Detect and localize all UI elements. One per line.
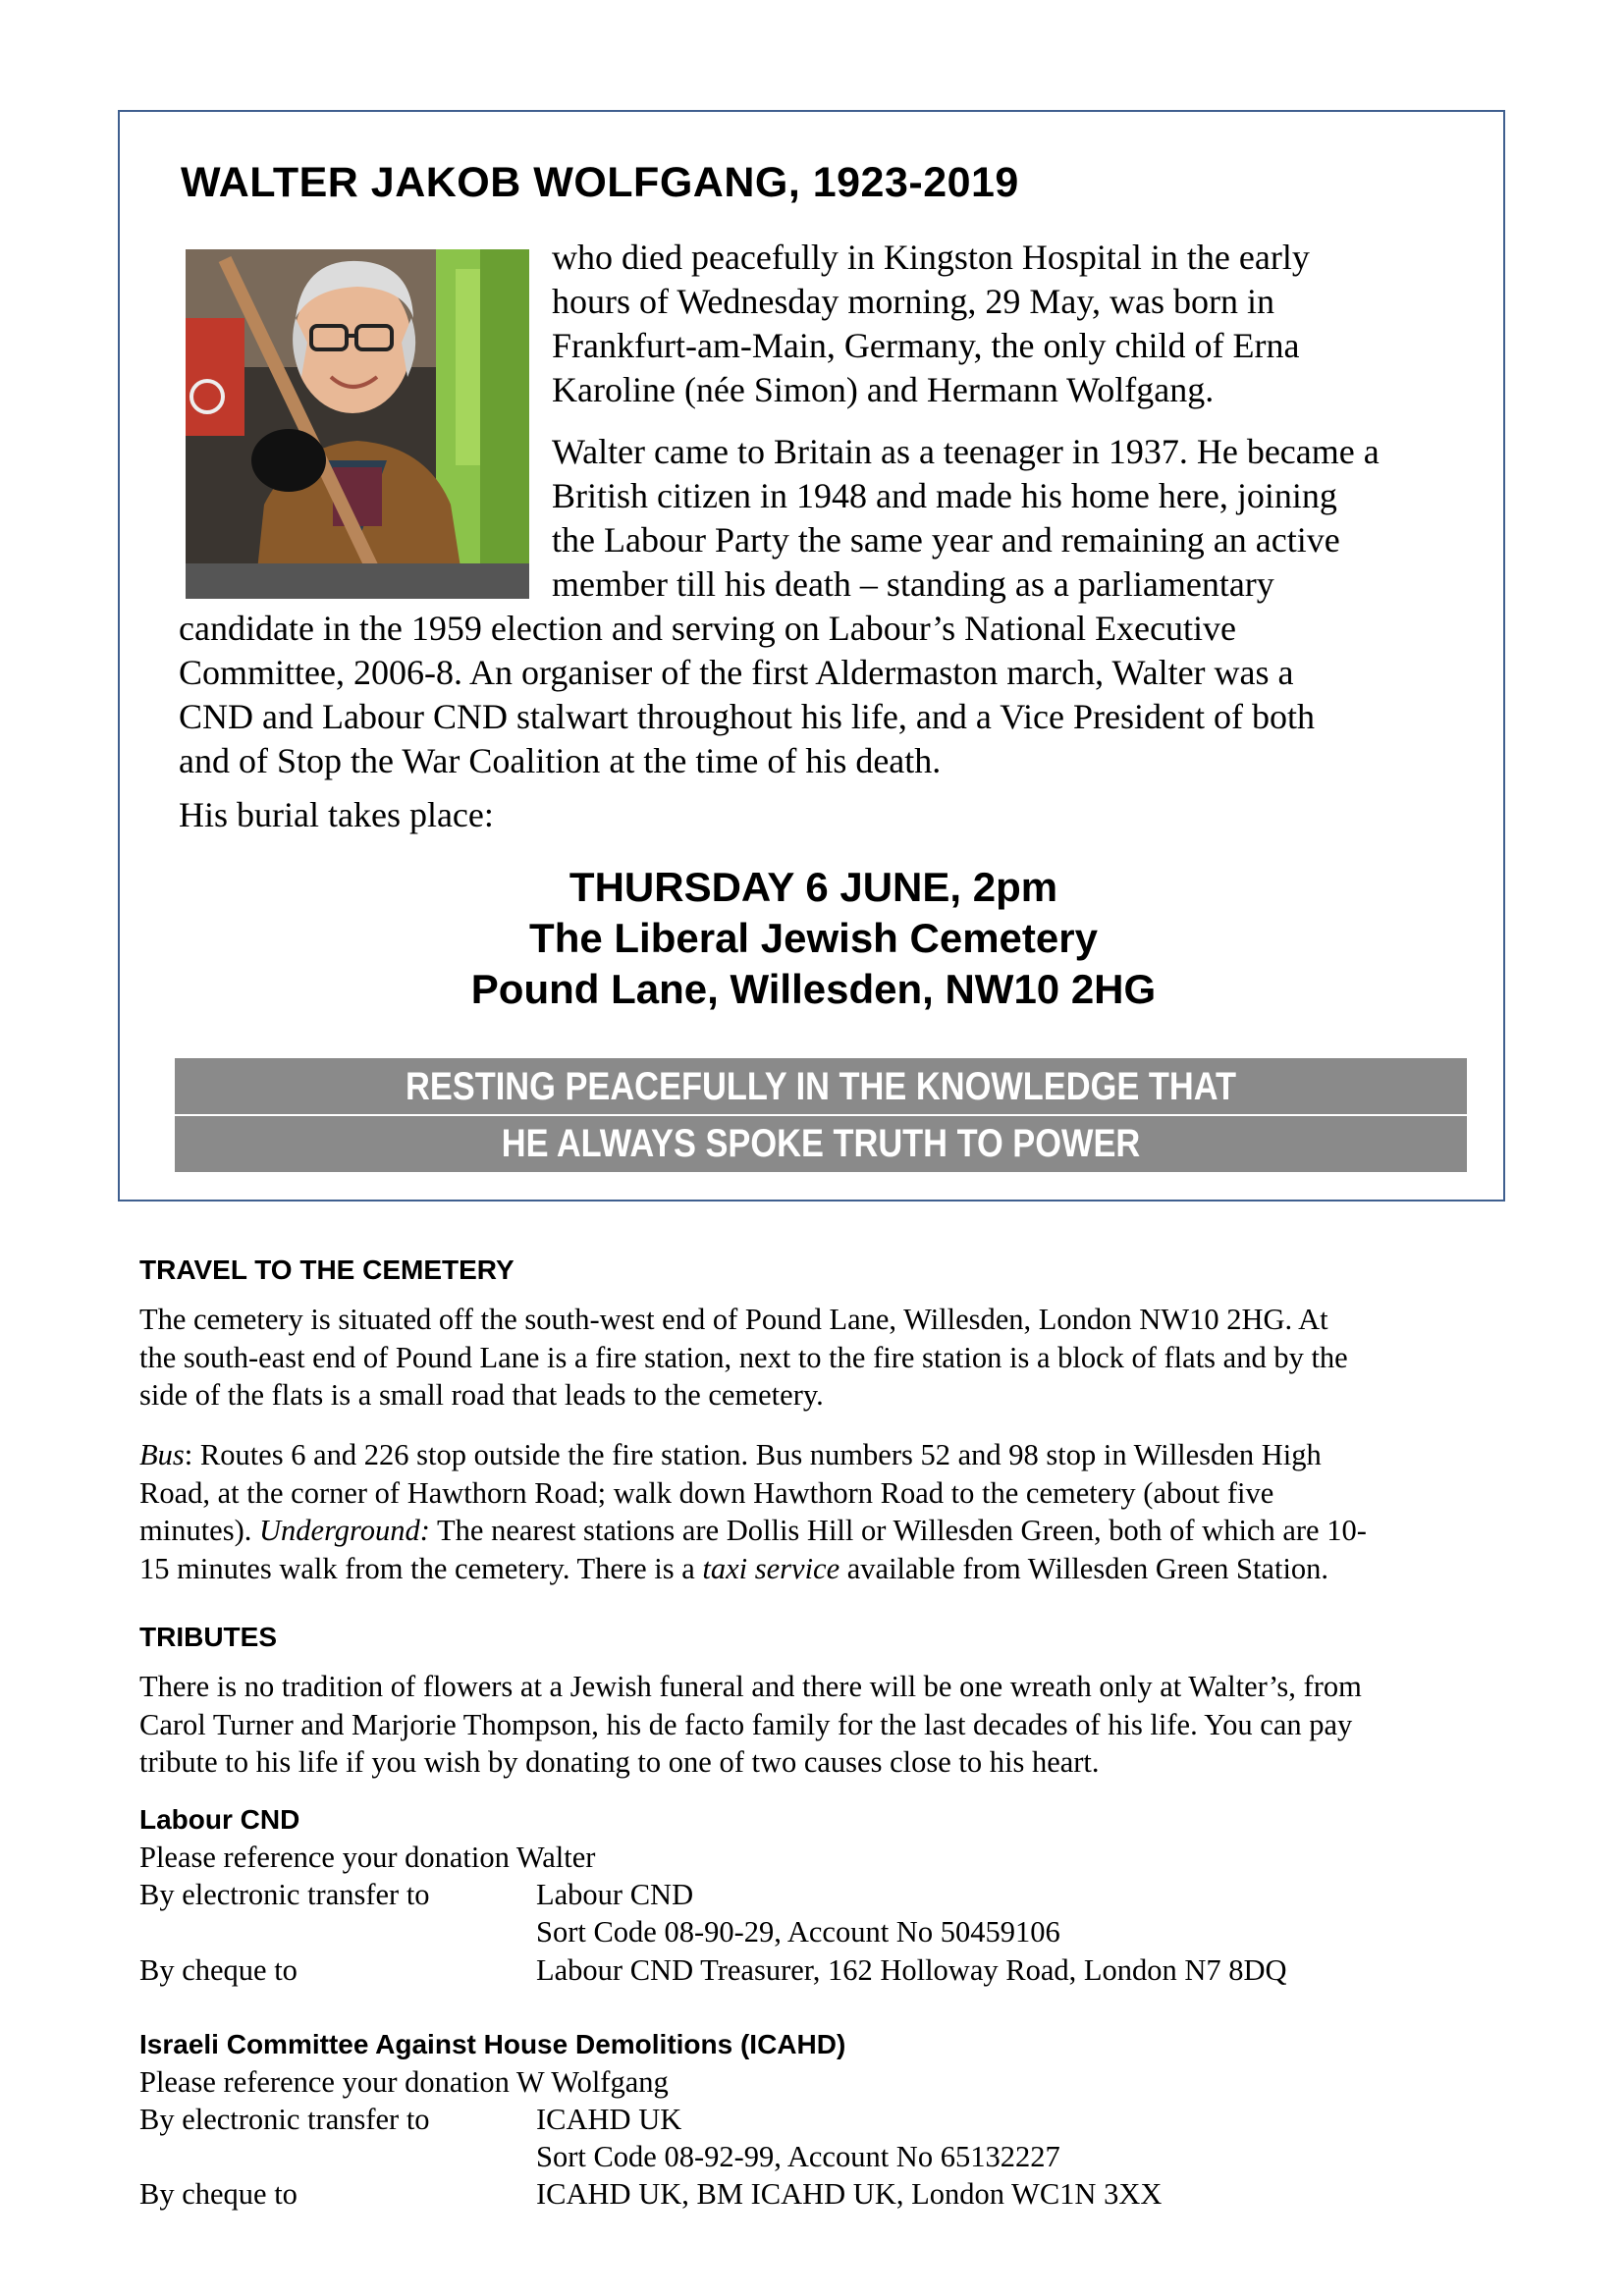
row-value: ICAHD UK, BM ICAHD UK, London WC1N 3XX <box>536 2177 1163 2211</box>
text-line: Walter came to Britain as a teenager in 1937. He became a <box>552 432 1380 471</box>
text-line: There is no tradition of flowers at a Jewish funeral and there will be one wreath only at Walter’s, from <box>139 1670 1362 1703</box>
burial-date: THURSDAY 6 JUNE, 2pm <box>568 864 1058 910</box>
banner-line-1: RESTING PEACEFULLY IN THE KNOWLEDGE THAT <box>405 1065 1237 1108</box>
text-line: tribute to his life if you wish by donating to one of two causes close to his heart. <box>139 1745 1100 1779</box>
page-title: WALTER JAKOB WOLFGANG, 1923-2019 <box>181 159 1019 206</box>
labour-cnd-heading: Labour CND <box>139 1804 300 1835</box>
intro-paragraph-2-continued <box>179 607 1475 783</box>
reference-text: Please reference your donation Walter <box>139 1841 596 1874</box>
text-run: minutes). <box>139 1514 259 1547</box>
text-line: hours of Wednesday morning, 29 May, was born in <box>552 282 1274 321</box>
burial-lead: His burial takes place: <box>179 795 494 834</box>
bus-label: Bus <box>139 1438 185 1471</box>
travel-heading: TRAVEL TO THE CEMETERY <box>139 1255 514 1285</box>
intro-paragraph-1 <box>552 236 1494 412</box>
tributes-heading: TRIBUTES <box>139 1622 277 1652</box>
intro-paragraph-2 <box>552 430 1494 607</box>
text-run: : Routes 6 and 226 stop outside the fire station. Bus numbers 52 and 98 stop in Willesden High <box>184 1438 1322 1471</box>
row-value: ICAHD UK <box>536 2103 682 2136</box>
reference-text: Please reference your donation W Wolfgang <box>139 2065 669 2099</box>
travel-paragraph <box>139 1301 1514 1415</box>
text-line: member till his death – standing as a parliamentary <box>552 564 1274 604</box>
text-line: Committee, 2006-8. An organiser of the first Aldermaston march, Walter was a <box>179 653 1294 692</box>
row-value: Labour CND Treasurer, 162 Holloway Road, London N7 8DQ <box>536 1953 1287 1987</box>
text-line: Carol Turner and Marjorie Thompson, his de facto family for the last decades of his life. You can pay <box>139 1707 1353 1741</box>
text-line: and of Stop the War Coalition at the time of his death. <box>179 741 942 780</box>
transport-paragraph <box>139 1436 1514 1587</box>
taxi-label: taxi service <box>702 1551 840 1585</box>
text-line: the south-east end of Pound Lane is a fire station, next to the fire station is a block of flats and by the <box>139 1340 1348 1374</box>
row-label: By cheque to <box>139 1953 298 1987</box>
text-line: CND and Labour CND stalwart throughout his life, and a Vice President of both <box>179 697 1315 736</box>
burial-venue: The Liberal Jewish Cemetery <box>529 915 1098 961</box>
text-line: candidate in the 1959 election and serving on Labour’s National Executive <box>179 609 1236 648</box>
row-value: Labour CND <box>536 1878 694 1911</box>
text-line: Karoline (née Simon) and Hermann Wolfgang. <box>552 370 1215 409</box>
text-run: available from Willesden Green Station. <box>839 1551 1329 1585</box>
icahd-heading: Israeli Committee Against House Demolitions (ICAHD) <box>139 2029 846 2059</box>
underground-label: Underground: <box>259 1514 430 1547</box>
burial-address: Pound Lane, Willesden, NW10 2HG <box>470 966 1157 1012</box>
text-run: 15 minutes walk from the cemetery. There is a <box>139 1551 703 1585</box>
row-label: By electronic transfer to <box>139 1878 430 1911</box>
memorial-banner <box>175 1058 1467 1172</box>
text-line: Road, at the corner of Hawthorn Road; walk down Hawthorn Road to the cemetery (about five <box>139 1475 1274 1510</box>
banner-line-2: HE ALWAYS SPOKE TRUTH TO POWER <box>501 1122 1141 1165</box>
text-line: British citizen in 1948 and made his home here, joining <box>552 476 1337 515</box>
text-line: who died peacefully in Kingston Hospital in the early <box>552 238 1310 277</box>
row-label: By cheque to <box>139 2177 298 2211</box>
tributes-paragraph <box>139 1668 1514 1782</box>
text-line: the Labour Party the same year and remaining an active <box>552 520 1340 560</box>
portrait-photo <box>186 249 529 599</box>
row-value: Sort Code 08-92-99, Account No 65132227 <box>536 2140 1060 2173</box>
text-line: Frankfurt-am-Main, Germany, the only child of Erna <box>552 326 1300 365</box>
row-value: Sort Code 08-90-29, Account No 50459106 <box>536 1915 1060 1949</box>
row-label: By electronic transfer to <box>139 2103 430 2136</box>
text-run: The nearest stations are Dollis Hill or Willesden Green, both of which are 10- <box>429 1514 1367 1547</box>
text-line: side of the flats is a small road that leads to the cemetery. <box>139 1378 824 1412</box>
notice-box <box>118 110 1505 1201</box>
text-line: The cemetery is situated off the south-west end of Pound Lane, Willesden, London NW10 2HG. At <box>139 1303 1328 1336</box>
